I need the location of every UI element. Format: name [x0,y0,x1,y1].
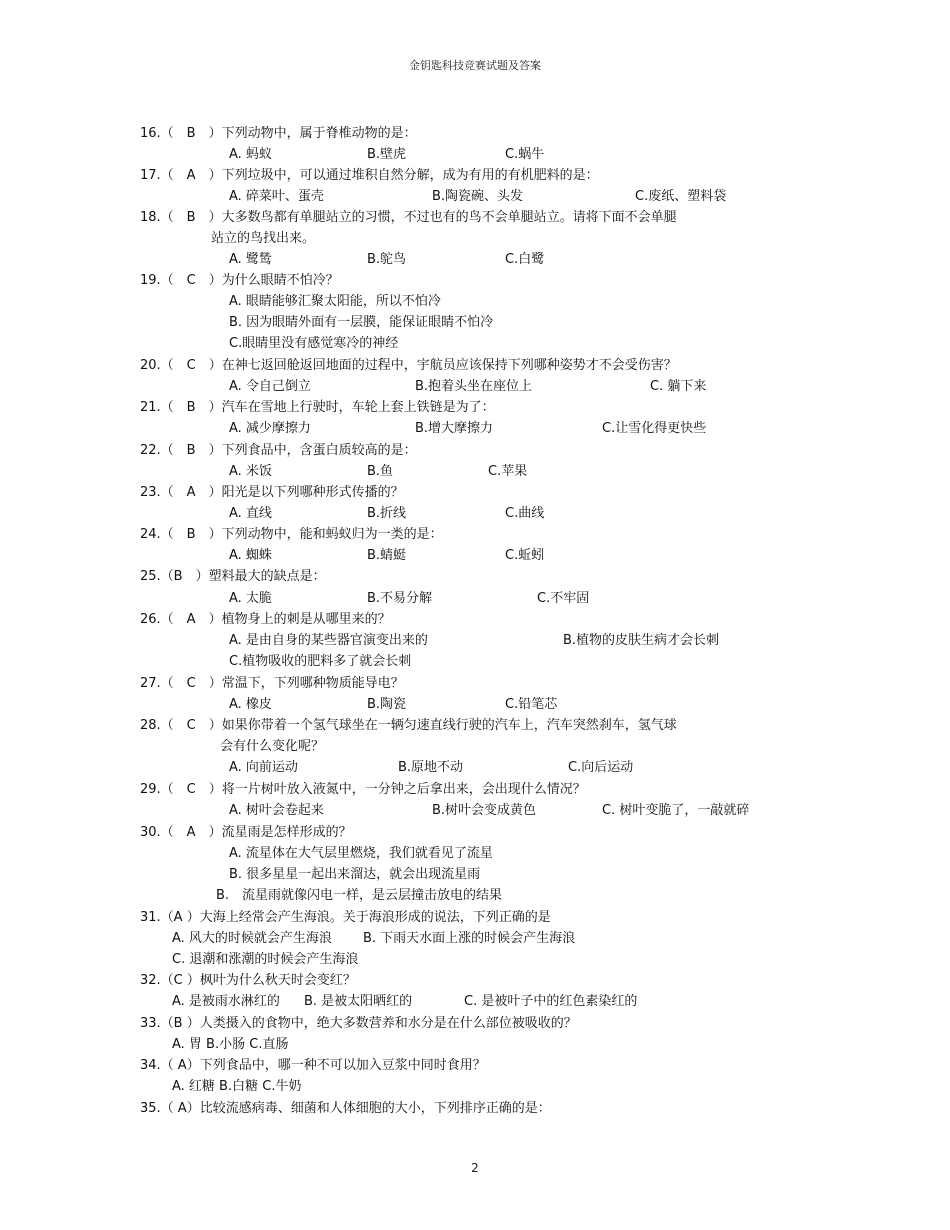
answer-option: A. 令自己倒立 [229,379,311,394]
question-text: 20.（ C ）在神七返回舱返回地面的过程中，宇航员应该保持下列哪种姿势才不会受伤害？ [140,358,677,373]
answer-option: A. 蜘蛛 [229,548,272,563]
answer-option: B.壁虎 [367,147,407,162]
answer-option: A. 太脆 [229,591,272,606]
question-text: 28.（ C ）如果你带着一个氢气球坐在一辆匀速直线行驶的汽车上，汽车突然刹车，氢气球 [140,718,677,733]
answer-option: B.折线 [367,506,407,521]
question-text: 25.（B ）塑料最大的缺点是： [140,569,326,584]
question-text: 34.（ A）下列食品中，哪一种不可以加入豆浆中同时食用？ [140,1058,486,1073]
answer-line: B. 因为眼睛外面有一层膜，能保证眼睛不怕冷 [229,315,494,330]
answer-option: B.植物的皮肤生病才会长刺 [563,633,720,648]
question-text: 16.（ B ）下列动物中，属于脊椎动物的是： [140,126,417,141]
answer-line: 站立的鸟找出来。 [211,231,316,246]
answer-line: C.植物吸收的肥料多了就会长刺 [229,654,412,669]
question-text: 23.（ A ）阳光是以下列哪种形式传播的？ [140,485,404,500]
answer-option: B.蜻蜓 [367,548,407,563]
answer-line: A. 眼睛能够汇聚太阳能，所以不怕冷 [229,294,441,309]
answer-option: B. 是被太阳晒红的 [304,994,413,1009]
question-text: 32.（C ）枫叶为什么秋天时会变红？ [140,973,356,988]
answer-option: C.白鹭 [505,252,545,267]
answer-option: A. 减少摩擦力 [229,421,311,436]
answer-option: B.抱着头坐在座位上 [415,379,533,394]
question-text: 35.（ A）比较流感病毒、细菌和人体细胞的大小，下列排序正确的是： [140,1101,551,1116]
answer-option: A. 鹭鸶 [229,252,272,267]
answer-option: C.向后运动 [568,760,634,775]
answer-option: B.树叶会变成黄色 [432,803,537,818]
question-text: 27.（ C ）常温下，下列哪种物质能导电？ [140,676,404,691]
answer-option: A. 树叶会卷起来 [229,803,324,818]
question-text: 18.（ B ）大多数鸟都有单腿站立的习惯，不过也有的鸟不会单腿站立。请将下面不会单腿 [140,210,677,225]
question-text: 19.（ C ）为什么眼睛不怕冷？ [140,273,339,288]
question-text: 24.（ B ）下列动物中，能和蚂蚁归为一类的是： [140,527,443,542]
answer-option: A. 直线 [229,506,272,521]
question-text: 17.（ A ）下列垃圾中，可以通过堆积自然分解，成为有用的有机肥料的是： [140,168,599,183]
question-text: 22.（ B ）下列食品中，含蛋白质较高的是： [140,443,417,458]
answer-line: B. 很多星星一起出来溜达，就会出现流星雨 [229,867,481,882]
answer-option: C.废纸、塑料袋 [635,189,727,204]
question-text: 26.（ A ）植物身上的刺是从哪里来的？ [140,612,391,627]
answer-option: B.鸵鸟 [367,252,407,267]
answer-line: C. 退潮和涨潮的时候会产生海浪 [172,952,359,967]
answer-option: A. 是被雨水淋红的 [172,994,280,1009]
page-number: 2 [471,1161,479,1175]
answer-option: A. 橡皮 [229,697,272,712]
question-text: 31.（A ）大海上经常会产生海浪。关于海浪形成的说法，下列正确的是 [140,910,551,925]
answer-option: B.鱼 [367,464,394,479]
answer-line: A. 流星体在大气层里燃烧，我们就看见了流星 [229,846,493,861]
answer-option: C.让雪化得更快些 [602,421,707,436]
answer-line: A. 胃 B.小肠 C.直肠 [172,1037,289,1052]
answer-option: C.蜗牛 [505,147,545,162]
answer-option: C.不牢固 [537,591,590,606]
answer-line: B. 流星雨就像闪电一样，是云层撞击放电的结果 [216,888,503,903]
answer-option: B.陶瓷碗、头发 [432,189,524,204]
answer-option: A. 是由自身的某些器官演变出来的 [229,633,428,648]
answer-option: B.原地不动 [398,760,464,775]
answer-option: C.曲线 [505,506,545,521]
answer-option: C. 树叶变脆了，一敲就碎 [602,803,750,818]
answer-option: B. 下雨天水面上涨的时候会产生海浪 [363,931,576,946]
answer-option: B.陶瓷 [367,697,407,712]
answer-line: A. 红糖 B.白糖 C.牛奶 [172,1079,302,1094]
answer-line: C.眼睛里没有感觉寒冷的神经 [229,336,399,351]
answer-option: A. 向前运动 [229,760,298,775]
answer-option: A. 米饭 [229,464,272,479]
answer-option: B.不易分解 [367,591,433,606]
answer-option: C. 是被叶子中的红色素染红的 [464,994,638,1009]
answer-option: C. 躺下来 [650,379,707,394]
answer-option: A. 碎菜叶、蛋壳 [229,189,324,204]
answer-option: A. 风大的时候就会产生海浪 [172,931,332,946]
answer-option: C.蚯蚓 [505,548,545,563]
answer-option: A. 蚂蚁 [229,147,272,162]
question-text: 30.（ A ）流星雨是怎样形成的？ [140,825,352,840]
answer-line: 会有什么变化呢？ [220,739,325,754]
question-text: 33.（B ）人类摄入的食物中，绝大多数营养和水分是在什么部位被吸收的？ [140,1016,577,1031]
question-text: 29.（ C ）将一片树叶放入液氮中，一分钟之后拿出来，会出现什么情况？ [140,782,586,797]
answer-option: C.苹果 [488,464,528,479]
page-header: 金钥匙科技竞赛试题及答案 [409,59,541,72]
answer-option: C.铅笔芯 [505,697,558,712]
answer-option: B.增大摩擦力 [415,421,494,436]
question-text: 21.（ B ）汽车在雪地上行驶时，车轮上套上铁链是为了： [140,400,495,415]
